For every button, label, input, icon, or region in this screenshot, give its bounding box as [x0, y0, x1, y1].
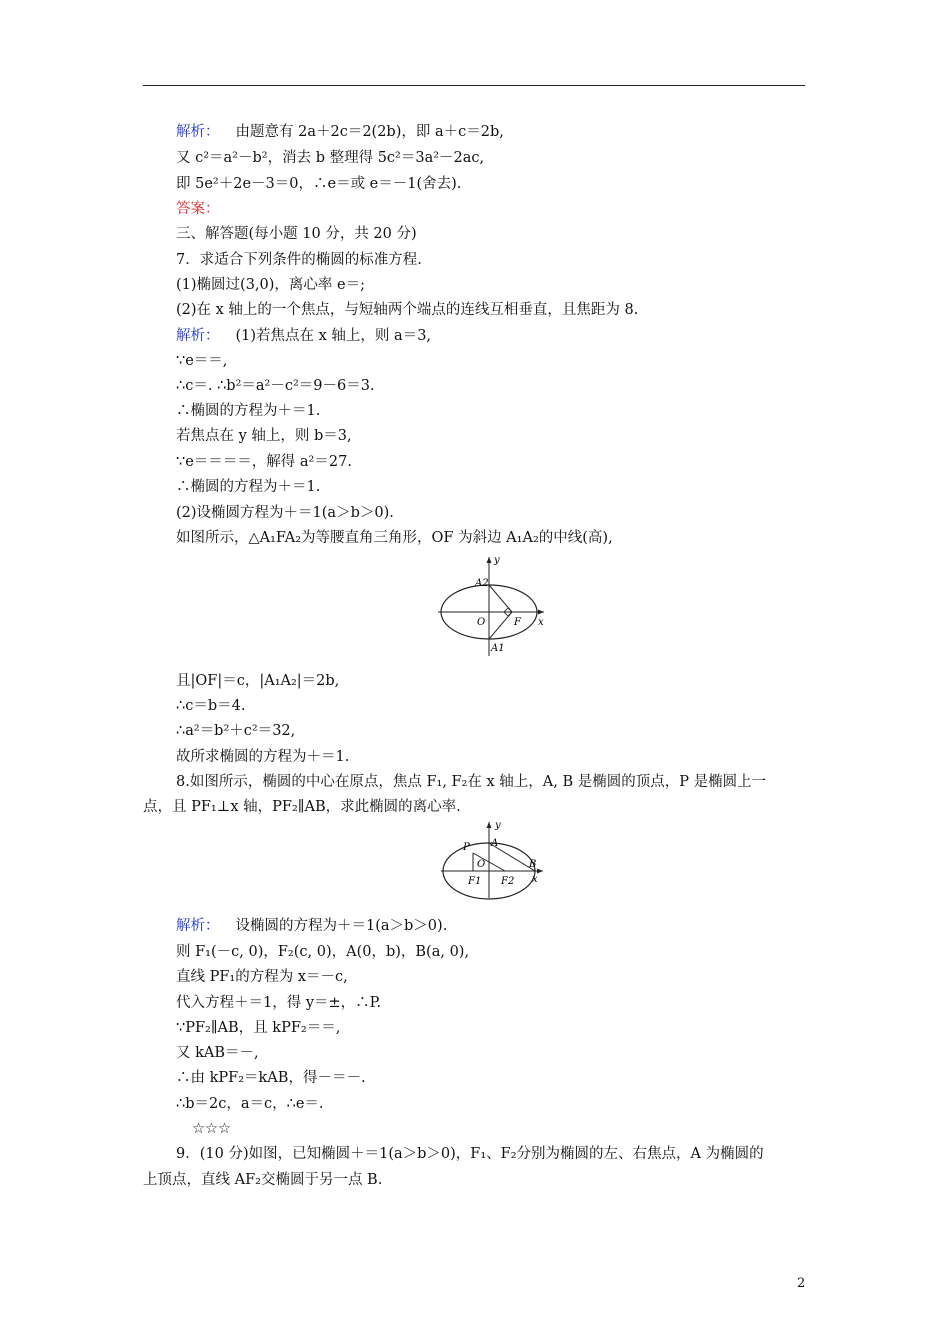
text-line: 上顶点，直线 AF₂交椭圆于另一点 B. — [143, 1172, 383, 1188]
text-line: (1)椭圆过(3,0)，离心率 e＝; — [176, 277, 365, 293]
text-line: 又 c²＝a²－b²，消去 b 整理得 5c²＝3a²－2ac, — [176, 150, 485, 166]
analysis-label: 解析： — [176, 328, 220, 344]
text-line: 若焦点在 y 轴上，则 b＝3, — [176, 428, 352, 444]
star-divider: ☆☆☆ — [192, 1121, 231, 1137]
ellipse-figure-1 — [432, 553, 552, 663]
text-line: ∵e＝＝＝＝，解得 a²＝27. — [176, 454, 352, 470]
text-line: 且|OF|＝c，|A₁A₂|＝2b, — [176, 673, 340, 689]
text-line: ∵e＝＝, — [176, 353, 228, 369]
analysis-label: 解析： — [176, 124, 220, 140]
text-line: 故所求椭圆的方程为＋＝1. — [176, 749, 350, 765]
text-line: 即 5e²＋2e－3＝0，∴e＝或 e＝－1(舍去). — [176, 176, 462, 192]
label-o: O — [477, 617, 486, 628]
text-line: 直线 PF₁的方程为 x＝－c, — [176, 969, 348, 985]
text-line: 又 kAB＝－, — [176, 1045, 259, 1061]
label-x: x — [538, 617, 544, 628]
label-a: A — [491, 838, 499, 849]
section-heading: 三、解答题(每小题 10 分，共 20 分) — [176, 226, 417, 242]
text-line: ∴椭圆的方程为＋＝1. — [176, 403, 321, 419]
text-line: ∴a²＝b²＋c²＝32, — [176, 723, 296, 739]
page-number: 2 — [797, 1276, 806, 1291]
label-o: O — [477, 859, 486, 870]
analysis-line: 解析： 由题意有 2a＋2c＝2(2b)，即 a＋c＝2b, — [176, 124, 504, 140]
text-line: 代入方程＋＝1，得 y＝±，∴P. — [176, 995, 382, 1011]
ellipse-figure-2 — [437, 818, 549, 904]
analysis-label: 解析： — [176, 918, 220, 934]
text-line: ∴由 kPF₂＝kAB，得－＝－. — [176, 1070, 366, 1086]
label-f2: F2 — [501, 876, 515, 887]
analysis-line: 解析： (1)若焦点在 x 轴上，则 a＝3, — [176, 328, 432, 344]
label-f1: F1 — [468, 876, 482, 887]
text-line: ∴c＝b＝4. — [176, 698, 246, 714]
answer-label: 答案： — [176, 201, 220, 217]
problem-9-title: 9．(10 分)如图，已知椭圆＋＝1(a＞b＞0)，F₁、F₂分别为椭圆的左、右焦点，A 为椭圆的 — [176, 1146, 764, 1162]
label-a2: A2 — [475, 578, 489, 589]
label-b: B — [529, 859, 537, 870]
text-line: ∴c＝. ∴b²＝a²－c²＝9－6＝3. — [176, 378, 375, 394]
label-y: y — [495, 820, 501, 831]
label-p: P — [463, 842, 470, 853]
header-rule — [143, 85, 805, 86]
problem-7-title: 7．求适合下列条件的椭圆的标准方程. — [176, 252, 422, 268]
label-x: x — [532, 874, 538, 885]
text-line: (2)设椭圆方程为＋＝1(a＞b＞0). — [176, 505, 394, 521]
text-line: (2)在 x 轴上的一个焦点，与短轴两个端点的连线互相垂直，且焦距为 8. — [176, 302, 639, 318]
text-line: ∴椭圆的方程为＋＝1. — [176, 479, 321, 495]
label-f: F — [514, 617, 521, 628]
text-line: 如图所示，△A₁FA₂为等腰直角三角形，OF 为斜边 A₁A₂的中线(高), — [176, 530, 613, 546]
text-line: 则 F₁(－c, 0)，F₂(c, 0)，A(0，b)，B(a, 0), — [176, 944, 470, 960]
text-line: 点，且 PF₁⊥x 轴，PF₂∥AB，求此椭圆的离心率. — [143, 799, 461, 815]
text-line: ∴b＝2c，a＝c，∴e＝. — [176, 1096, 324, 1112]
text-line: ∵PF₂∥AB，且 kPF₂＝＝, — [176, 1020, 341, 1036]
problem-8-title: 8.如图所示，椭圆的中心在原点，焦点 F₁, F₂在 x 轴上，A, B 是椭圆的顶点，P 是椭圆上一 — [176, 774, 767, 790]
label-y: y — [494, 555, 500, 566]
label-a1: A1 — [491, 643, 505, 654]
analysis-line: 解析： 设椭圆的方程为＋＝1(a＞b＞0). — [176, 918, 448, 934]
